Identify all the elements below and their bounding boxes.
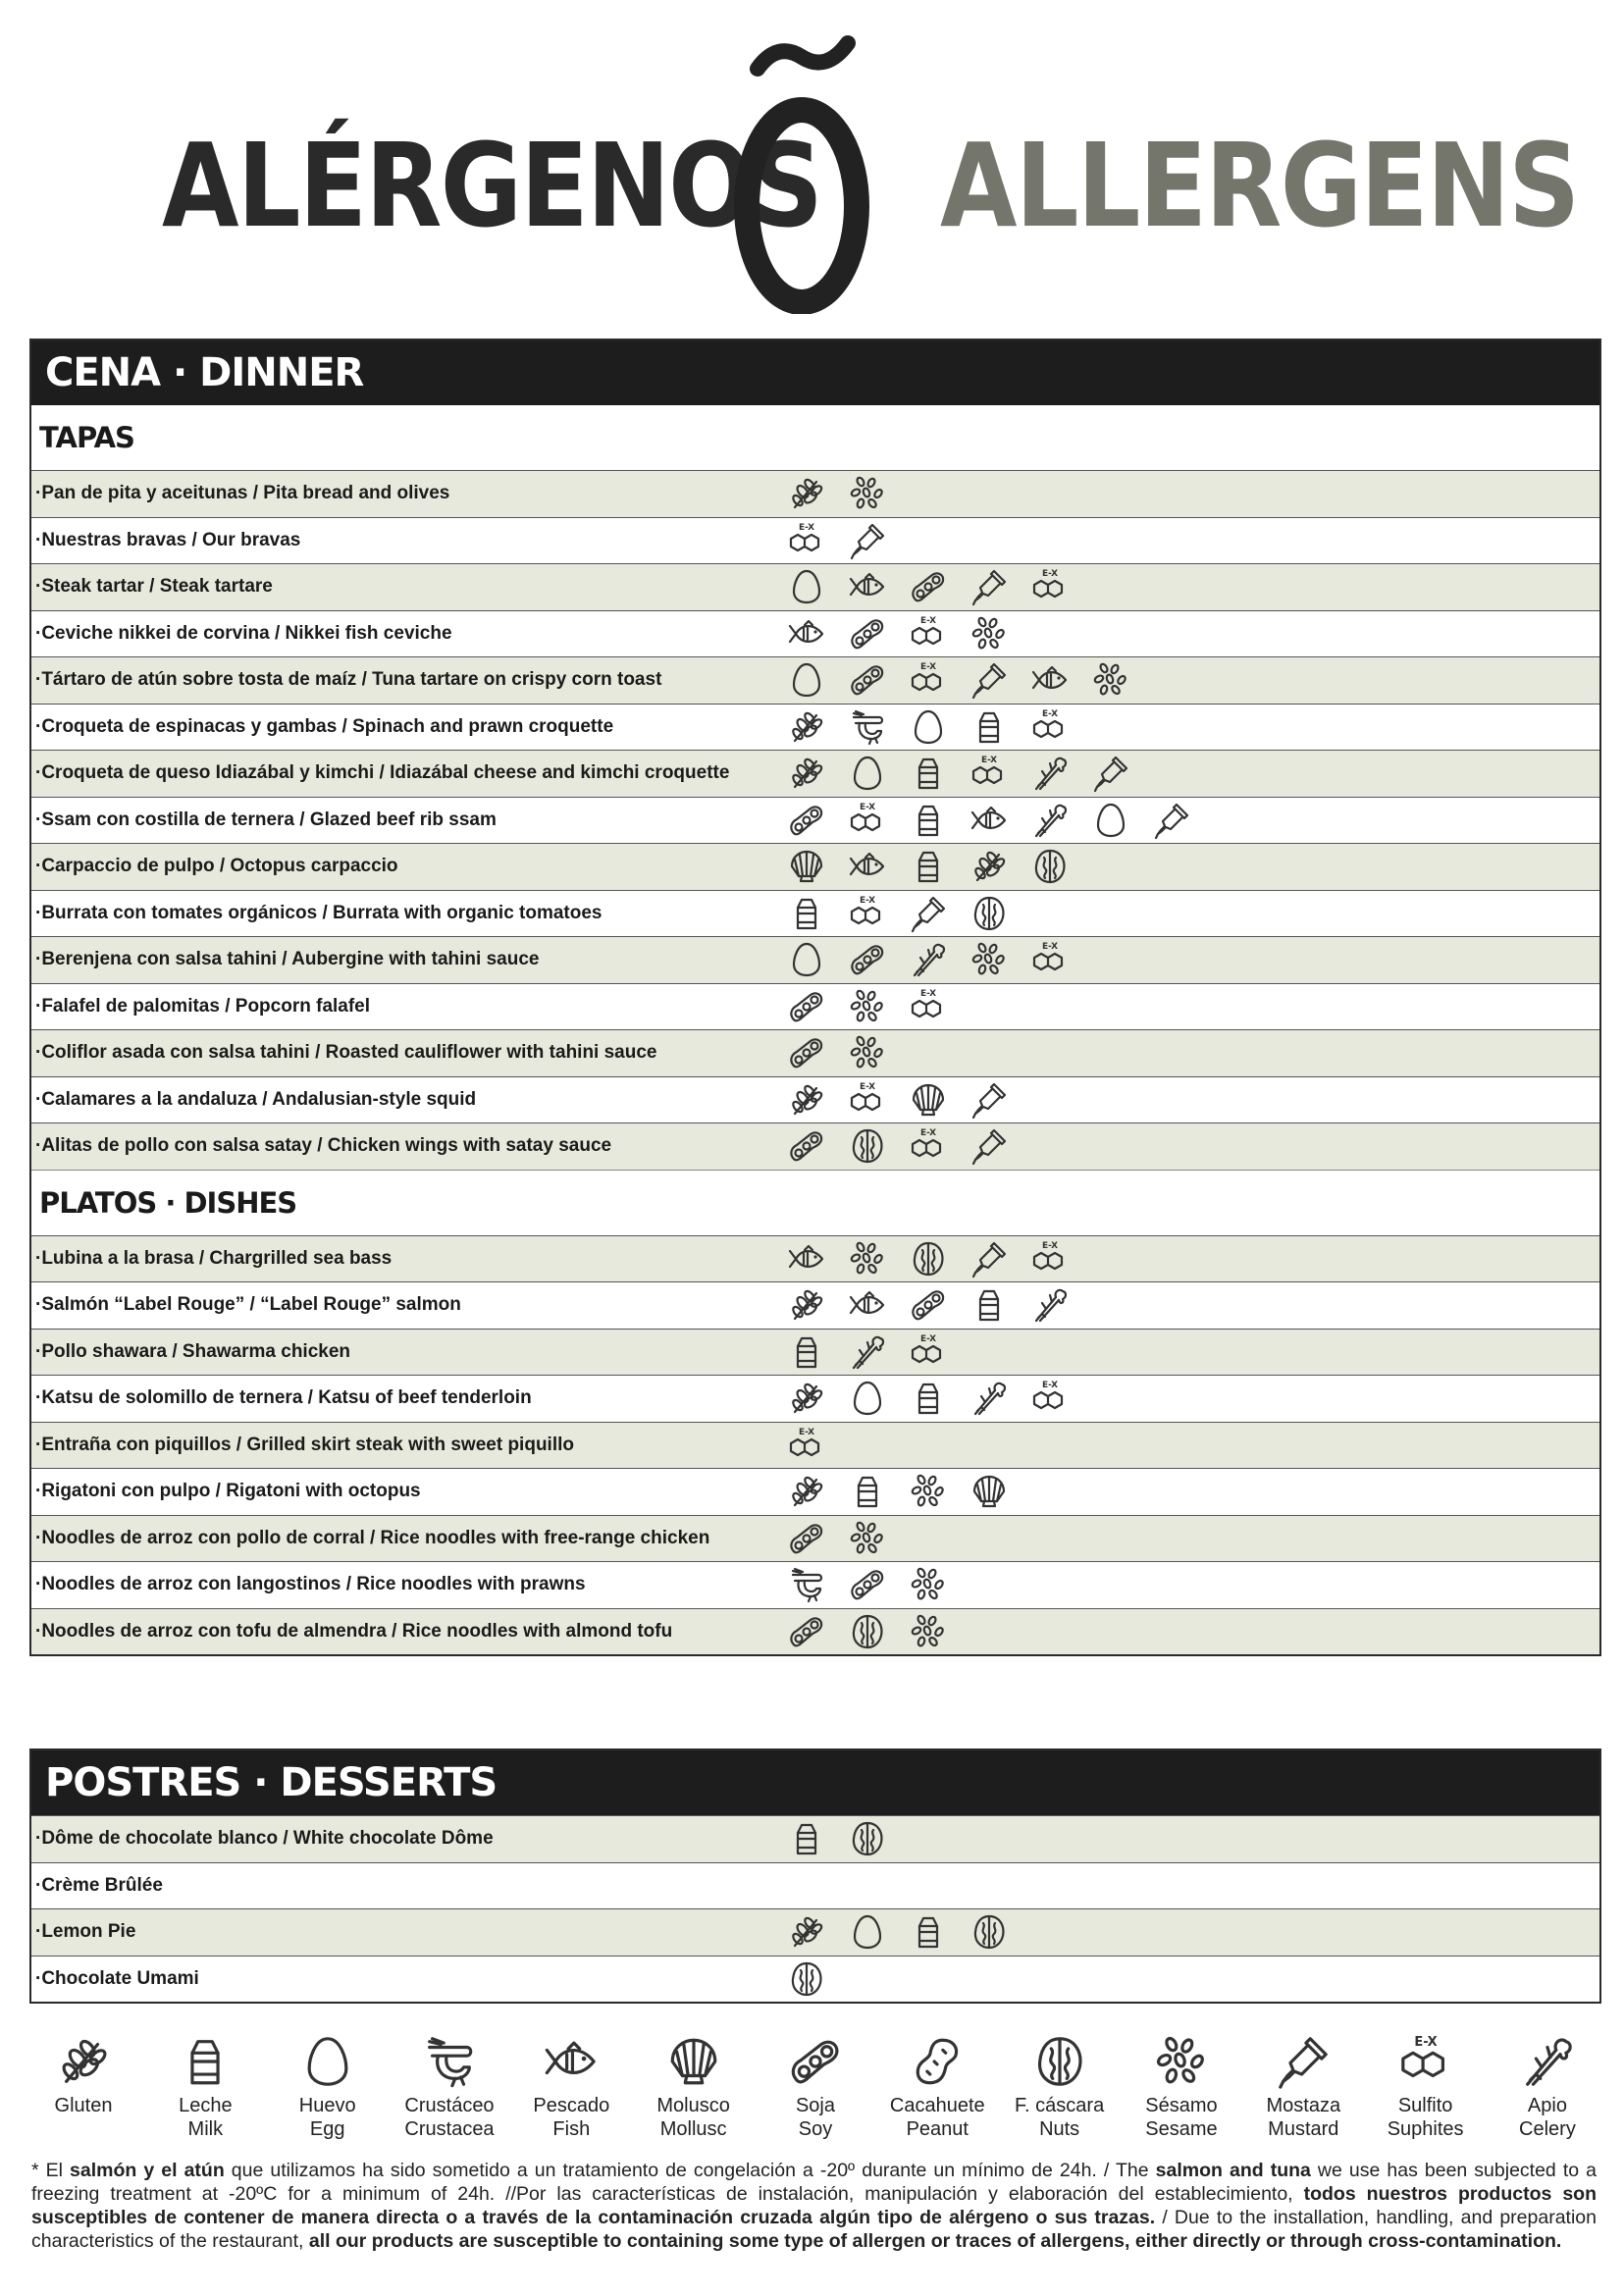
- gluten-icon: [969, 845, 1030, 888]
- gluten-icon: [787, 752, 848, 795]
- legend-label-es: Soja: [795, 2095, 835, 2116]
- legend-item-milk: [151, 2029, 259, 2163]
- svg-text:E-X: E-X: [980, 756, 998, 766]
- celery-icon: [1493, 2029, 1601, 2094]
- gluten-icon: [787, 1078, 848, 1122]
- svg-text:E-X: E-X: [859, 802, 876, 812]
- legend-item-egg: [274, 2029, 382, 2163]
- legend-label-en: Celery: [1519, 2118, 1576, 2140]
- legend-label-en: Soy: [798, 2118, 833, 2140]
- legend-label-en: Peanut: [906, 2118, 969, 2140]
- gluten-icon: [29, 2029, 137, 2094]
- menu-item-row: [31, 470, 1599, 517]
- menu-item-name: ·Falafel de palomitas / Popcorn falafel: [35, 995, 371, 1017]
- milk-icon: [969, 1283, 1030, 1327]
- mustard-icon: [1249, 2029, 1357, 2094]
- nuts-icon: [969, 892, 1030, 935]
- gluten-icon: [787, 705, 848, 749]
- nuts-icon: [848, 1610, 909, 1653]
- fish-icon: [848, 1283, 909, 1327]
- menu-item-name: ·Entraña con piquillos / Grilled skirt steak with sweet piquillo: [35, 1434, 574, 1455]
- menu-item-row: [31, 983, 1599, 1030]
- section-title-dinner: CENA · DINNER: [31, 340, 1599, 405]
- allergen-icons: [787, 658, 1152, 702]
- dishes-list: [31, 1235, 1599, 1655]
- svg-text:E-X: E-X: [919, 615, 937, 626]
- menu-item-name: ·Nuestras bravas / Our bravas: [35, 529, 301, 550]
- soy-icon: [909, 565, 969, 608]
- gluten-icon: [787, 1377, 848, 1420]
- gluten-icon: [787, 1910, 848, 1954]
- menu-item-name: ·Croqueta de espinacas y gambas / Spinach and prawn croquette: [35, 715, 614, 737]
- menu-item-name: ·Dôme de chocolate blanco / White chocolate Dôme: [35, 1828, 494, 1850]
- allergen-icons: [787, 845, 1091, 888]
- milk-icon: [909, 752, 969, 795]
- allergen-icons: [787, 1470, 1030, 1513]
- sesame-icon: [909, 1563, 969, 1606]
- milk-icon: [909, 1910, 969, 1954]
- soy-icon: [909, 1283, 969, 1327]
- allergen-icons: [787, 1237, 1091, 1280]
- footnote-segment: * El: [31, 2160, 71, 2181]
- svg-text:E-X: E-X: [798, 1427, 815, 1437]
- menu-item-row: [31, 890, 1599, 937]
- sesame-icon: [1091, 658, 1152, 702]
- milk-icon: [909, 799, 969, 842]
- category-title-dishes: PLATOS · DISHES: [31, 1170, 1599, 1235]
- menu-item-row: [31, 1908, 1599, 1956]
- milk-icon: [909, 845, 969, 888]
- legend-label-en: Crustacea: [404, 2118, 495, 2140]
- nuts-icon: [909, 1237, 969, 1280]
- menu-item-row: [31, 704, 1599, 751]
- allergen-icons: [787, 1817, 909, 1860]
- desserts-list: [31, 1815, 1599, 2002]
- menu-item-name: ·Croqueta de queso Idiazábal y kimchi / Idiazábal cheese and kimchi croquette: [35, 762, 730, 784]
- menu-item-name: ·Salmón “Label Rouge” / “Label Rouge” salmon: [35, 1294, 461, 1316]
- menu-item-name: ·Chocolate Umami: [35, 1967, 199, 1989]
- allergen-icons: [787, 752, 1152, 795]
- desserts-section: [29, 1748, 1601, 2004]
- title-spanish: ALÉRGENOS: [162, 118, 822, 253]
- milk-icon: [787, 892, 848, 935]
- soy-icon: [761, 2029, 869, 2094]
- allergen-icons: [787, 1563, 969, 1606]
- menu-item-row: [31, 1561, 1599, 1608]
- egg-icon: [909, 705, 969, 749]
- allergen-icons: [787, 705, 1091, 749]
- sesame-icon: [969, 938, 1030, 981]
- dinner-section: [29, 339, 1601, 1656]
- sulphites-icon: [909, 612, 969, 655]
- soy-icon: [787, 985, 848, 1028]
- menu-item-row: [31, 656, 1599, 704]
- egg-icon: [787, 938, 848, 981]
- menu-item-row: [31, 1281, 1599, 1329]
- mollusc-icon: [787, 845, 848, 888]
- menu-item-row: [31, 563, 1599, 610]
- sesame-icon: [909, 1610, 969, 1653]
- sesame-icon: [909, 1470, 969, 1513]
- menu-item-row: [31, 1956, 1599, 2003]
- sulphites-icon: [909, 1331, 969, 1374]
- menu-item-name: ·Crème Brûlée: [35, 1874, 163, 1896]
- legend-label-es: Leche: [179, 2095, 233, 2116]
- menu-item-name: ·Carpaccio de pulpo / Octopus carpaccio: [35, 856, 398, 877]
- mustard-icon: [969, 658, 1030, 702]
- allergen-icons: [787, 1331, 969, 1374]
- menu-item-row: [31, 1076, 1599, 1123]
- soy-icon: [848, 1563, 909, 1606]
- menu-item-name: ·Noodles de arroz con pollo de corral / Rice noodles with free-range chicken: [35, 1527, 710, 1548]
- allergen-icons: [787, 1517, 909, 1560]
- allergen-icons: [787, 519, 909, 562]
- allergen-icons: [787, 1377, 1091, 1420]
- soy-icon: [848, 612, 909, 655]
- fish-icon: [848, 565, 909, 608]
- sulphites-icon: [969, 752, 1030, 795]
- milk-icon: [787, 1817, 848, 1860]
- svg-text:E-X: E-X: [919, 662, 937, 673]
- menu-item-name: ·Ceviche nikkei de corvina / Nikkei fish ceviche: [35, 622, 452, 644]
- milk-icon: [909, 1377, 969, 1420]
- mustard-icon: [969, 1124, 1030, 1168]
- menu-item-name: ·Burrata con tomates orgánicos / Burrata with organic tomatoes: [35, 902, 602, 923]
- svg-text:E-X: E-X: [859, 1081, 876, 1092]
- menu-item-row: [31, 1468, 1599, 1515]
- menu-item-name: ·Noodles de arroz con tofu de almendra / Rice noodles with almond tofu: [35, 1620, 673, 1642]
- page-header: [0, 0, 1624, 324]
- footnote: [31, 2159, 1597, 2253]
- tapas-list: [31, 470, 1599, 1170]
- legend-label-en: Suphites: [1387, 2118, 1464, 2140]
- milk-icon: [787, 1331, 848, 1374]
- footnote-segment: que utilizamos ha sido sometido a un tratamiento de congelación a -20º durante un mínimo de 24h. / The: [224, 2160, 1156, 2181]
- svg-text:E-X: E-X: [1041, 942, 1059, 953]
- allergen-icons: [787, 1424, 848, 1467]
- legend-label-en: Mustard: [1268, 2118, 1339, 2140]
- legend-item-peanut: [883, 2029, 991, 2163]
- sulphites-icon: [909, 658, 969, 702]
- legend-item-nuts: [1006, 2029, 1114, 2163]
- svg-text:E-X: E-X: [1041, 708, 1059, 719]
- logo-o-icon: [728, 29, 875, 314]
- sulphites-icon: [848, 799, 909, 842]
- legend-item-mustard: [1249, 2029, 1357, 2163]
- sulphites-icon: [1030, 1377, 1091, 1420]
- legend-label-es: Huevo: [298, 2095, 356, 2116]
- sulphites-icon: [909, 985, 969, 1028]
- egg-icon: [274, 2029, 382, 2094]
- sulphites-icon: [787, 1424, 848, 1467]
- legend-label-en: Nuts: [1039, 2118, 1080, 2140]
- menu-item-name: ·Tártaro de atún sobre tosta de maíz / Tuna tartare on crispy corn toast: [35, 669, 662, 691]
- nuts-icon: [848, 1124, 909, 1168]
- legend-label-es: F. cáscara: [1015, 2095, 1105, 2116]
- sulphites-icon: [848, 892, 909, 935]
- allergen-icons: [787, 892, 1030, 935]
- menu-item-row: [31, 750, 1599, 797]
- mollusc-icon: [969, 1470, 1030, 1513]
- footnote-segment: todos nuestros productos son susceptibles de contener de manera directa o a través de la contaminación cruzada algún tipo de alérgeno o sus trazas.: [31, 2183, 1597, 2228]
- legend-item-sulphites: [1372, 2029, 1480, 2163]
- fish-icon: [1030, 658, 1091, 702]
- menu-item-name: ·Calamares a la andaluza / Andalusian-style squid: [35, 1088, 477, 1110]
- legend-item-sesame: [1127, 2029, 1235, 2163]
- menu-item-name: ·Lubina a la brasa / Chargrilled sea bass: [35, 1247, 393, 1269]
- mustard-icon: [969, 1078, 1030, 1122]
- celery-icon: [909, 938, 969, 981]
- menu-item-row: [31, 610, 1599, 657]
- menu-item-name: ·Ssam con costilla de ternera / Glazed beef rib ssam: [35, 809, 497, 830]
- menu-item-row: [31, 1608, 1599, 1655]
- sulphites-icon: [848, 1078, 909, 1122]
- sulphites-icon: [1030, 1237, 1091, 1280]
- egg-icon: [787, 658, 848, 702]
- menu-item-name: ·Coliflor asada con salsa tahini / Roasted cauliflower with tahini sauce: [35, 1042, 657, 1064]
- fish-icon: [787, 1237, 848, 1280]
- fish-icon: [969, 799, 1030, 842]
- nuts-icon: [969, 1910, 1030, 1954]
- soy-icon: [787, 1517, 848, 1560]
- crustacean-icon: [787, 1563, 848, 1606]
- gluten-icon: [787, 1283, 848, 1327]
- allergen-icons: [787, 1031, 909, 1074]
- svg-text:E-X: E-X: [919, 1333, 937, 1344]
- mustard-icon: [1091, 752, 1152, 795]
- legend-item-fish: [517, 2029, 625, 2163]
- footnote-segment: salmon and tuna: [1155, 2160, 1311, 2181]
- gluten-icon: [787, 472, 848, 515]
- allergen-icons: [787, 1283, 1091, 1327]
- allergen-icons: [787, 612, 1030, 655]
- svg-text:E-X: E-X: [1041, 1381, 1059, 1391]
- mustard-icon: [969, 565, 1030, 608]
- milk-icon: [848, 1470, 909, 1513]
- allergen-icons: [787, 1124, 1030, 1168]
- mustard-icon: [848, 519, 909, 562]
- legend-label-es: Apio: [1527, 2095, 1567, 2116]
- legend-label-es: Pescado: [533, 2095, 610, 2116]
- menu-item-row: [31, 1815, 1599, 1862]
- allergen-icons: [787, 1910, 1030, 1954]
- sesame-icon: [848, 1031, 909, 1074]
- sulphites-icon: [1030, 565, 1091, 608]
- menu-item-name: ·Katsu de solomillo de ternera / Katsu of beef tenderloin: [35, 1387, 532, 1409]
- allergen-icons: [787, 1957, 848, 2001]
- soy-icon: [787, 799, 848, 842]
- section-title-desserts: POSTRES · DESSERTS: [31, 1750, 1599, 1815]
- soy-icon: [848, 658, 909, 702]
- egg-icon: [787, 565, 848, 608]
- menu-item-row: [31, 1235, 1599, 1282]
- menu-item-row: [31, 1029, 1599, 1076]
- title-english: ALLERGENS: [940, 118, 1579, 253]
- nuts-icon: [1030, 845, 1091, 888]
- footnote-segment: / Due to the installation, handling, and preparation characteristics of the restaurant,: [31, 2207, 1597, 2252]
- celery-icon: [848, 1331, 909, 1374]
- allergen-icons: [787, 938, 1091, 981]
- legend-item-celery: [1493, 2029, 1601, 2163]
- svg-text:E-X: E-X: [1041, 1240, 1059, 1251]
- allergen-icons: [787, 565, 1091, 608]
- fish-icon: [787, 612, 848, 655]
- menu-item-name: ·Alitas de pollo con salsa satay / Chicken wings with satay sauce: [35, 1135, 612, 1157]
- menu-item-row: [31, 517, 1599, 564]
- egg-icon: [848, 752, 909, 795]
- menu-item-row: [31, 797, 1599, 844]
- allergen-icons: [787, 799, 1213, 842]
- mustard-icon: [1152, 799, 1213, 842]
- egg-icon: [1091, 799, 1152, 842]
- mollusc-icon: [909, 1078, 969, 1122]
- celery-icon: [1030, 799, 1091, 842]
- allergen-legend: [29, 2029, 1601, 2163]
- menu-item-name: ·Berenjena con salsa tahini / Aubergine with tahini sauce: [35, 949, 540, 970]
- nuts-icon: [848, 1817, 909, 1860]
- menu-item-row: [31, 843, 1599, 890]
- legend-label-es: Sulfito: [1397, 2095, 1453, 2116]
- sesame-icon: [848, 472, 909, 515]
- sesame-icon: [1127, 2029, 1235, 2094]
- menu-item-row: [31, 1122, 1599, 1170]
- mustard-icon: [909, 892, 969, 935]
- menu-item-row: [31, 1329, 1599, 1376]
- menu-item-name: ·Steak tartar / Steak tartare: [35, 576, 273, 598]
- menu-item-row: [31, 1515, 1599, 1562]
- allergen-icons: [787, 1610, 969, 1653]
- legend-item-mollusc: [640, 2029, 748, 2163]
- milk-icon: [969, 705, 1030, 749]
- footnote-segment: we use has been subjected to a freezing treatment at -20ºC for a minimum of 24h. //Por las características de instalación, manipulación y elaboración del establecimiento,: [31, 2160, 1597, 2205]
- menu-item-name: ·Rigatoni con pulpo / Rigatoni with octopus: [35, 1481, 421, 1502]
- gluten-icon: [787, 1470, 848, 1513]
- svg-text:E-X: E-X: [919, 1128, 937, 1139]
- menu-item-name: ·Pollo shawara / Shawarma chicken: [35, 1340, 351, 1362]
- mollusc-icon: [640, 2029, 748, 2094]
- sulphites-icon: [787, 519, 848, 562]
- legend-label-en: Fish: [552, 2118, 591, 2140]
- celery-icon: [1030, 752, 1091, 795]
- sesame-icon: [848, 985, 909, 1028]
- legend-label-en: Milk: [187, 2118, 224, 2140]
- allergen-icons: [787, 985, 969, 1028]
- menu-item-row: [31, 1375, 1599, 1422]
- soy-icon: [787, 1610, 848, 1653]
- nuts-icon: [787, 1957, 848, 2001]
- peanut-icon: [883, 2029, 991, 2094]
- menu-item-name: ·Pan de pita y aceitunas / Pita bread and olives: [35, 483, 450, 504]
- crustacean-icon: [395, 2029, 503, 2094]
- egg-icon: [848, 1910, 909, 1954]
- crustacean-icon: [848, 705, 909, 749]
- footnote-segment: all our products are susceptible to containing some type of allergen or traces of allergens, either directly or through cross-contamination.: [308, 2230, 1562, 2252]
- legend-item-crustacean: [395, 2029, 503, 2163]
- sesame-icon: [848, 1237, 909, 1280]
- soy-icon: [848, 938, 909, 981]
- legend-label-es: Gluten: [54, 2095, 113, 2116]
- legend-label-es: Sésamo: [1145, 2095, 1218, 2116]
- egg-icon: [848, 1377, 909, 1420]
- nuts-icon: [1006, 2029, 1114, 2094]
- sulphites-icon: [909, 1124, 969, 1168]
- footnote-segment: salmón y el atún: [70, 2160, 225, 2181]
- menu-item-name: ·Lemon Pie: [35, 1921, 136, 1943]
- milk-icon: [151, 2029, 259, 2094]
- legend-label-en: Mollusc: [659, 2118, 727, 2140]
- sulphites-icon: [1030, 938, 1091, 981]
- menu-item-name: ·Noodles de arroz con langostinos / Rice noodles with prawns: [35, 1574, 586, 1595]
- category-title-tapas: TAPAS: [39, 421, 134, 454]
- svg-text:E-X: E-X: [1413, 2035, 1438, 2051]
- svg-text:E-X: E-X: [919, 988, 937, 999]
- svg-text:E-X: E-X: [1041, 569, 1059, 580]
- fish-icon: [848, 845, 909, 888]
- legend-label-es: Crustáceo: [404, 2095, 495, 2116]
- menu-item-row: [31, 936, 1599, 983]
- celery-icon: [969, 1377, 1030, 1420]
- sulphites-icon: [1030, 705, 1091, 749]
- legend-label-es: Mostaza: [1266, 2095, 1341, 2116]
- sulphites-icon: [1372, 2029, 1480, 2094]
- legend-label-en: Egg: [309, 2118, 345, 2140]
- legend-label-es: Molusco: [656, 2095, 730, 2116]
- svg-text:E-X: E-X: [859, 895, 876, 906]
- sesame-icon: [969, 612, 1030, 655]
- menu-item-row: [31, 1862, 1599, 1909]
- legend-label-es: Cacahuete: [889, 2095, 985, 2116]
- svg-text:E-X: E-X: [798, 522, 815, 533]
- legend-item-soy: [761, 2029, 869, 2163]
- fish-icon: [517, 2029, 625, 2094]
- legend-label-en: Sesame: [1145, 2118, 1218, 2140]
- mustard-icon: [969, 1237, 1030, 1280]
- sesame-icon: [848, 1517, 909, 1560]
- soy-icon: [787, 1124, 848, 1168]
- menu-item-row: [31, 1422, 1599, 1469]
- legend-item-gluten: [29, 2029, 137, 2163]
- allergen-icons: [787, 472, 909, 515]
- celery-icon: [1030, 1283, 1091, 1327]
- soy-icon: [787, 1031, 848, 1074]
- allergen-icons: [787, 1078, 1030, 1122]
